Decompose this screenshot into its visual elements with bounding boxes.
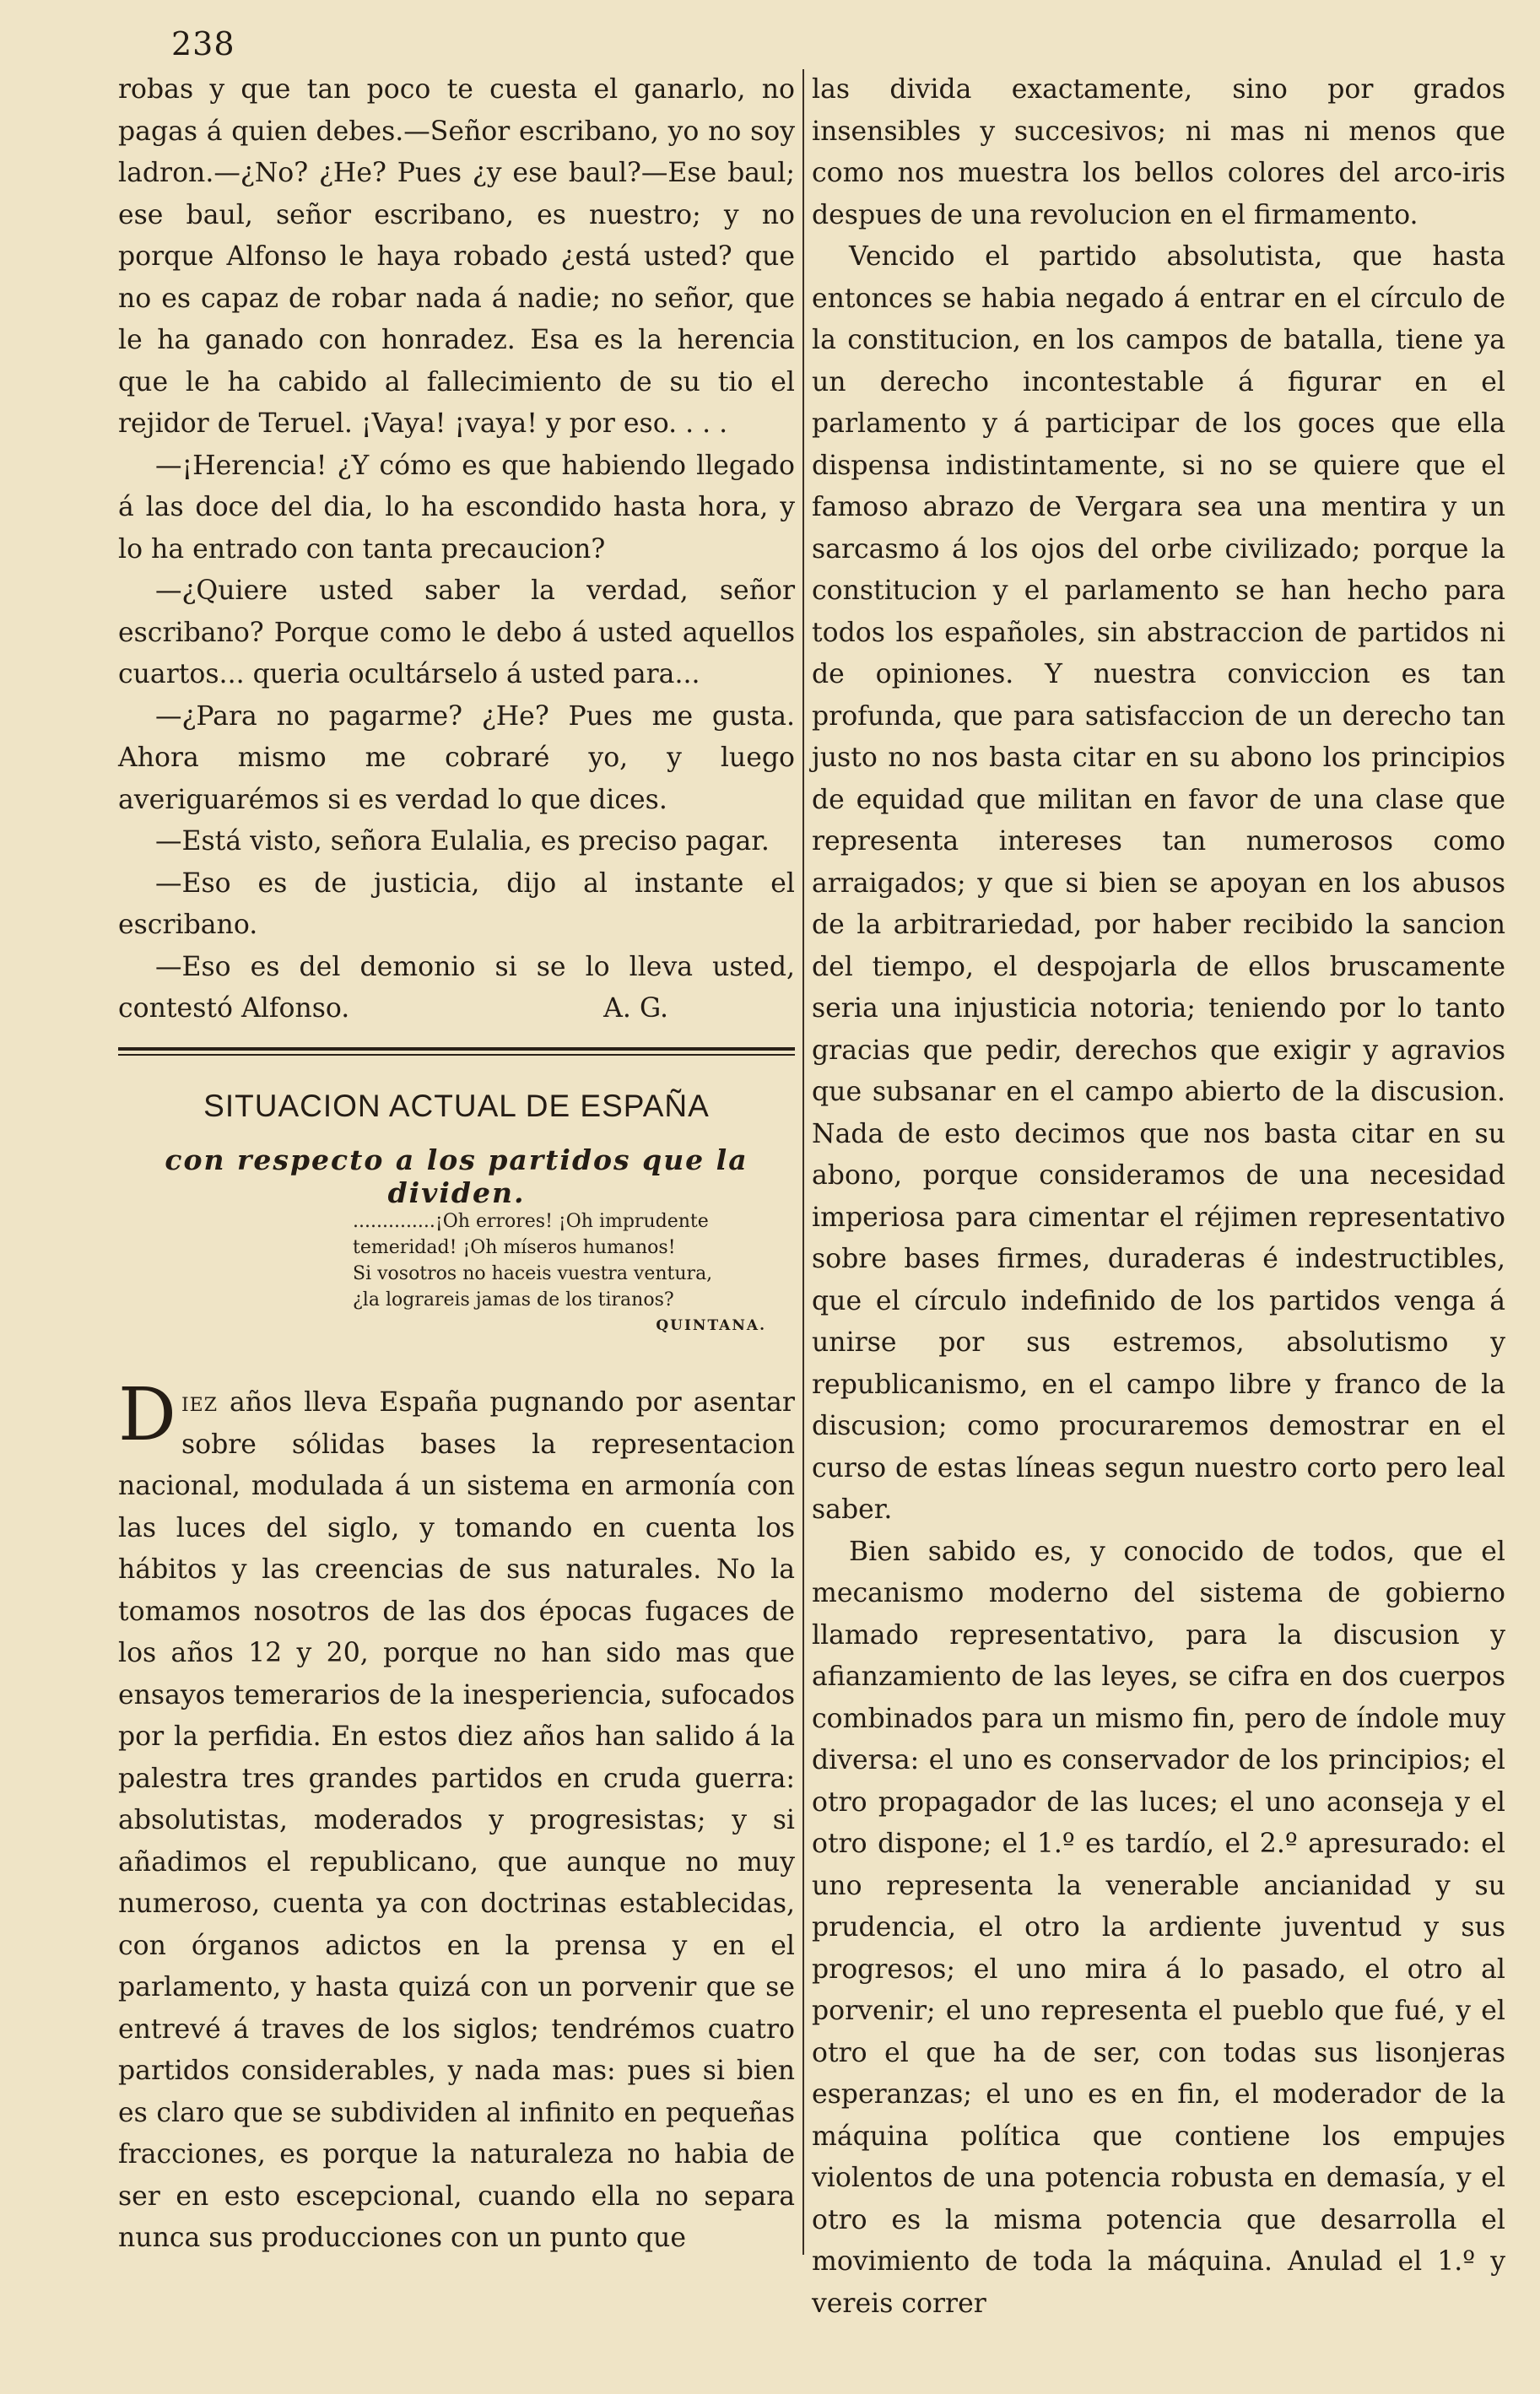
epigraph-line: ..............¡Oh errores! ¡Oh imprudente bbox=[353, 1211, 709, 1232]
page-number: 238 bbox=[171, 25, 235, 62]
paragraph: —¿Para no pagarme? ¿He? Pues me gusta. Ahora mismo me cobraré yo, y luego averiguarémos si es verdad lo que dices. bbox=[118, 700, 795, 815]
article-title: SITUACION ACTUAL DE ESPAÑA bbox=[203, 1089, 710, 1123]
paragraph: —Eso es de justicia, dijo al instante el escribano. bbox=[118, 867, 795, 940]
first-word-rest: iez bbox=[181, 1387, 218, 1418]
left-column bbox=[118, 69, 795, 1030]
paragraph: robas y que tan poco te cuesta el ganarlo, no pagas á quien debes.—Señor escribano, yo no soy ladron.—¿No? ¿He? Pues ¿y ese baul?—Ese baul; ese baul, señor escribano, es nuestro; y no porque Alfonso le haya robado ¿está usted? que no es capaz de robar nada á nadie; no señor, que le ha ganado con honradez. Esa es la herencia que le ha cabido al fallecimiento de su tio el rejidor de Teruel. ¡Vaya! ¡vaya! y por eso. . . . bbox=[118, 74, 795, 439]
epigraph-author: QUINTANA. bbox=[656, 1317, 766, 1334]
epigraph-line: Si vosotros no haceis vuestra ventura, bbox=[353, 1263, 713, 1284]
column-rule bbox=[802, 69, 804, 2255]
epigraph bbox=[353, 1208, 766, 1339]
paragraph: Bien sabido es, y conocido de todos, que el mecanismo moderno del sistema de gobierno llamado representativo, para la discusion y afianzamiento de las leyes, se cifra en dos cuerpos combinados para un mismo fin, pero de índole muy diversa: el uno es conservador de los principios; el otro propagador de las luces; el uno aconseja y el otro dispone; el 1.º es tardío, el 2.º apresurado: el uno representa la venerable ancianidad y su prudencia, el otro la ardiente juventud y sus progresos; el uno mira á lo pasado, el otro al porvenir; el uno representa el pueblo que fué, y el otro el que ha de ser, con todas sus lisonjeras esperanzas; el uno es en fin, el moderador de la máquina política que contiene los empujes violentos de una potencia robusta en demasía, y el otro es la misma potencia que desarrolla el movimiento de toda la máquina. Anulad el 1.º y vereis correr bbox=[812, 1536, 1505, 2319]
paragraph: —¿Quiere usted saber la verdad, señor escribano? Porque como le debo á usted aquellos cuartos... queria ocultárselo á usted para... bbox=[118, 576, 795, 689]
paragraph: las divida exactamente, sino por grados insensibles y succesivos; ni mas ni menos que como nos muestra los bellos colores del arco-iris despues de una revolucion en el firmamento. bbox=[812, 74, 1505, 230]
closing-paragraph bbox=[118, 947, 795, 1030]
paragraph: Vencido el partido absolutista, que hasta entonces se habia negado á entrar en el círculo de la constitucion, en los campos de batalla, tiene ya un derecho incontestable á figurar en el parlamento y á participar de los goces que ella dispensa indistintamente, si no se quiere que el famoso abrazo de Vergara sea una mentira y un sarcasmo á los ojos del orbe civilizado; porque la constitucion y el parlamento se han hecho para todos los españoles, sin abstraccion de partidos ni de opiniones. Y nuestra conviccion es tan profunda, que para satisfaccion de un derecho tan justo no nos basta citar en su abono los principios de equidad que militan en favor de una clase que representa intereses tan numerosos como arraigados; y que si bien se apoyan en los abusos de la arbitrariedad, por haber recibido la sancion del tiempo, el despojarla de ellos bruscamente seria una injusticia notoria; teniendo por lo tanto gracias que pedir, derechos que exigir y agravios que subsanar en el campo abierto de la discusion. Nada de esto decimos que nos basta citar en su abono, porque consideramos de una necesidad imperiosa para cimentar el réjimen representativo sobre bases firmes, duraderas é indestructibles, que el círculo indefinido de los partidos venga á unirse por sus estremos, absolutismo y republicanismo, en el campo libre y franco de la discusion; como procuraremos demostrar en el curso de estas líneas segun nuestro corto pero leal saber. bbox=[812, 241, 1505, 1525]
article-body-text: años lleva España pugnando por asentar sobre sólidas bases la representacion nacional, modulada á un sistema en armonía con las luces del siglo, y tomando en cuenta los hábitos y las creencias de sus naturales. No la tomamos nosotros de las dos épocas fugaces de los años 12 y 20, porque no han sido mas que ensayos temerarios de la inesperiencia, sufocados por la perfidia. En estos diez años han salido á la palestra tres grandes partidos en cruda guerra: absolutistas, moderados y progresistas; y si añadimos el republicano, que aunque no muy numeroso, cuenta ya con doctrinas establecidas, con órganos adictos en la prensa y en el parlamento, y hasta quizá con un porvenir que se entrevé á traves de los siglos; tendrémos cuatro partidos considerables, y nada mas: pues si bien es claro que se subdividen al infinito en pequeñas fracciones, es porque la naturaleza no habia de ser en esto escepcional, cuando ella no separa nunca sus producciones con un punto que bbox=[118, 1387, 795, 2253]
epigraph-line: temeridad! ¡Oh míseros humanos! bbox=[353, 1237, 676, 1258]
paragraph: —Está visto, señora Eulalia, es preciso pagar. bbox=[155, 826, 770, 857]
article-body bbox=[118, 1373, 795, 2260]
article-subtitle: con respecto a los partidos que la dividen. bbox=[165, 1143, 748, 1209]
paragraph: —¡Herencia! ¿Y cómo es que habiendo llegado á las doce del dia, lo ha escondido hasta hora, y lo ha entrado con tanta precaucion? bbox=[118, 450, 795, 565]
closing-paragraph-text: —Eso es del demonio si se lo lleva usted, contestó Alfonso. bbox=[118, 951, 795, 1024]
epigraph-line: ¿la lograreis jamas de los tiranos? bbox=[353, 1289, 674, 1310]
section-divider bbox=[118, 1047, 795, 1056]
right-column bbox=[812, 69, 1505, 2325]
drop-cap: D bbox=[118, 1373, 176, 1457]
author-signature: A. G. bbox=[603, 993, 668, 1024]
